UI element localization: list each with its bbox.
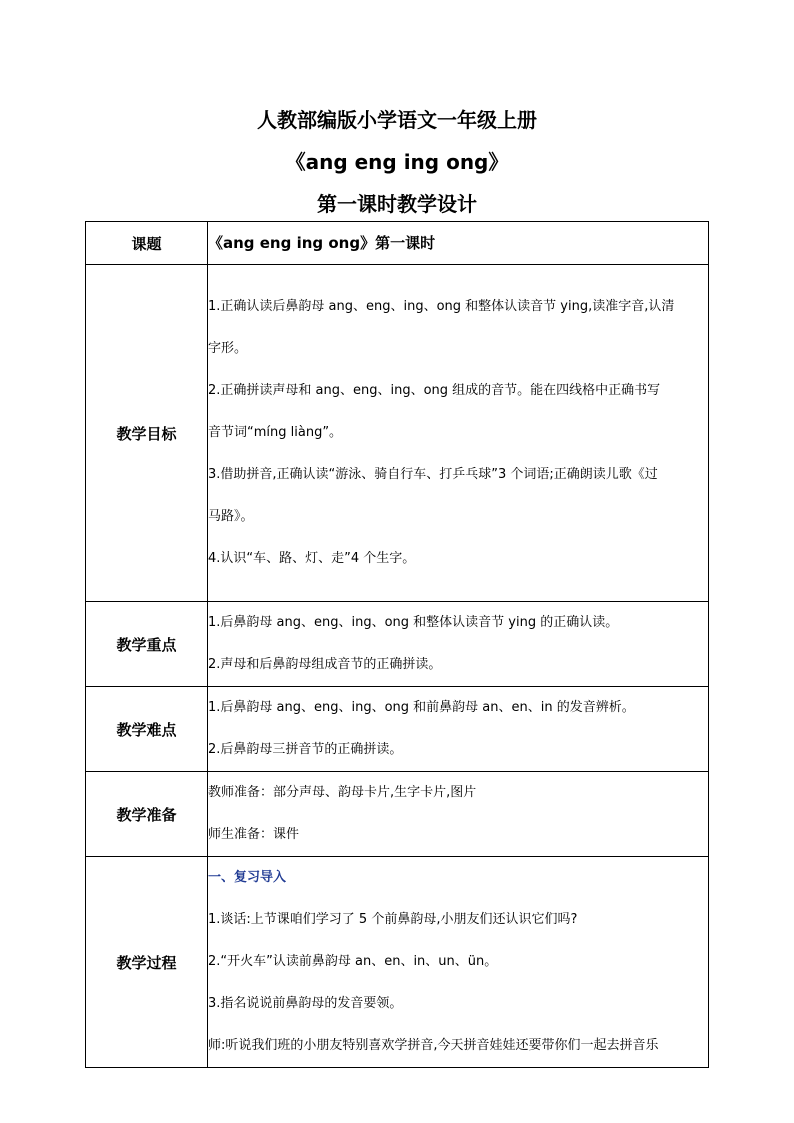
- objective-line: 2.正确拼读声母和 ang、eng、ing、ong 组成的音节。能在四线格中正确书写: [208, 383, 661, 398]
- process-cell: [208, 857, 709, 1068]
- lesson-plan-table: [85, 221, 709, 1068]
- table-row-process: [86, 857, 709, 1068]
- topic-value: 《ang eng ing ong》第一课时: [208, 234, 436, 252]
- process-line: 1.谈话:上节课咱们学习了 5 个前鼻韵母,小朋友们还认识它们吗?: [208, 912, 578, 927]
- objective-line: 音节词“míng liàng”。: [208, 425, 343, 440]
- key-point-line: 2.声母和后鼻韵母组成音节的正确拼读。: [208, 657, 442, 672]
- key-point-line: 1.后鼻韵母 ang、eng、ing、ong 和整体认读音节 ying 的正确认读。: [208, 615, 619, 630]
- objectives-label: 教学目标: [86, 265, 208, 602]
- process-line: 2.“开火车”认读前鼻韵母 an、en、in、un、ün。: [208, 954, 498, 969]
- objective-line: 3.借助拼音,正确认读“游泳、骑自行车、打乒乓球”3 个词语;正确朗读儿歌《过: [208, 467, 658, 482]
- process-label: 教学过程: [86, 857, 208, 1068]
- title-lesson-name: 《ang eng ing ong》: [285, 150, 509, 174]
- preparation-line: 教师准备：部分声母、韵母卡片,生字卡片,图片: [208, 785, 477, 800]
- table-row-difficulties: [86, 687, 709, 772]
- process-line: 师:听说我们班的小朋友特别喜欢学拼音,今天拼音娃娃还要带你们一起去拼音乐: [208, 1038, 659, 1053]
- table-row-objectives: [86, 265, 709, 602]
- process-line: 3.指名说说前鼻韵母的发音要领。: [208, 996, 403, 1011]
- title-grade-book: 人教部编版小学语文一年级上册: [257, 108, 537, 132]
- preparation-line: 师生准备：课件: [208, 827, 300, 842]
- objective-line: 4.认识“车、路、灯、走”4 个生字。: [208, 551, 416, 566]
- section-title: 一、复习导入: [208, 870, 287, 885]
- difficulty-line: 1.后鼻韵母 ang、eng、ing、ong 和前鼻韵母 an、en、in 的发音辨析。: [208, 700, 635, 715]
- preparation-cell: [208, 772, 709, 857]
- document-title-block: [0, 100, 794, 224]
- key-points-label: 教学重点: [86, 602, 208, 687]
- topic-label: 课题: [86, 222, 208, 265]
- table-row-key-points: [86, 602, 709, 687]
- table-row-topic: [86, 222, 709, 265]
- preparation-label: 教学准备: [86, 772, 208, 857]
- objective-line: 1.正确认读后鼻韵母 ang、eng、ing、ong 和整体认读音节 ying,读准字音,认清: [208, 299, 675, 314]
- objective-line: 马路》。: [208, 509, 254, 524]
- objective-line: 字形。: [208, 341, 248, 356]
- table-row-preparation: [86, 772, 709, 857]
- topic-cell: [208, 222, 709, 265]
- key-points-cell: [208, 602, 709, 687]
- difficulty-line: 2.后鼻韵母三拼音节的正确拼读。: [208, 742, 403, 757]
- difficulties-label: 教学难点: [86, 687, 208, 772]
- difficulties-cell: [208, 687, 709, 772]
- title-design: 第一课时教学设计: [317, 192, 477, 216]
- objectives-cell: [208, 265, 709, 602]
